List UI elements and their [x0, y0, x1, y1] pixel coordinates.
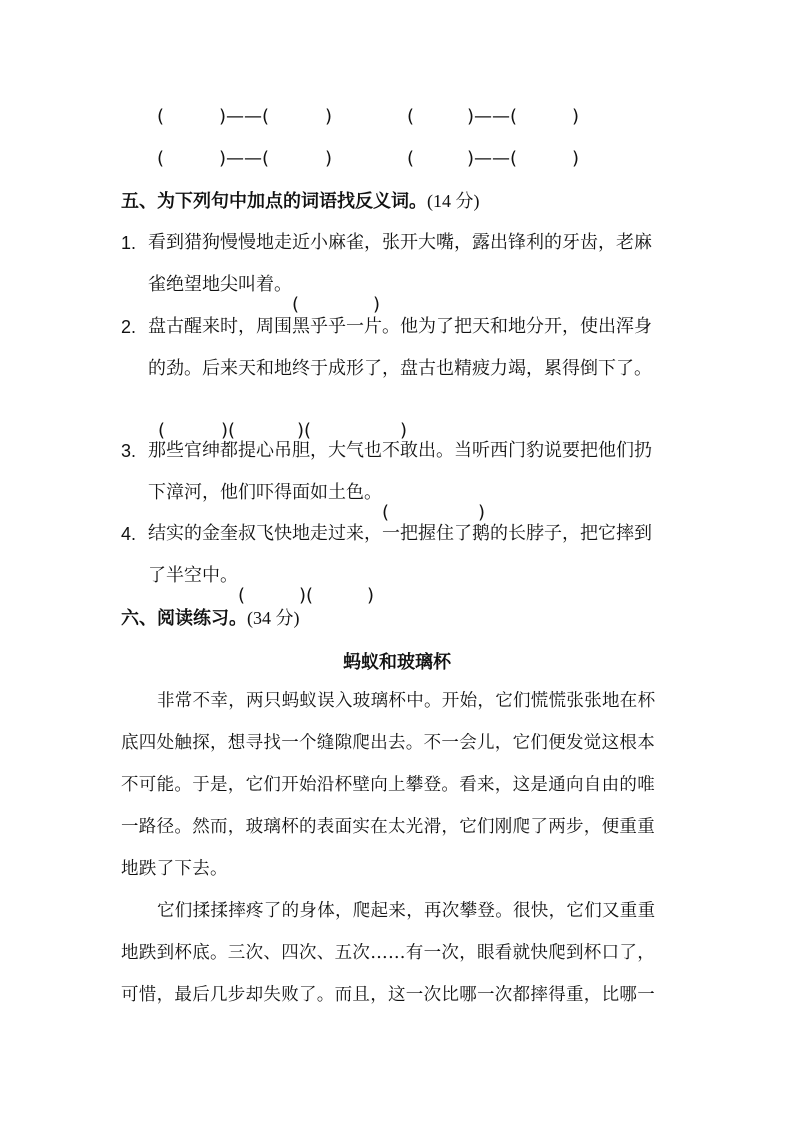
- section-score: (14 分): [427, 191, 480, 211]
- passage-line: 地跌到杯底。三次、四次、五次……有一次，眼看就快爬到杯口了，: [121, 943, 655, 963]
- question-text-line: 下漳河，他们吓得面如土色。 ( ): [148, 482, 485, 523]
- question-number: 2.: [121, 317, 137, 337]
- section-title: [121, 186, 480, 217]
- passage-title: 蚂蚁和玻璃杯: [343, 652, 451, 673]
- passage-line: 非常不幸，两只蚂蚁误入玻璃杯中。开始，它们慌慌张张地在杯: [157, 691, 656, 711]
- question-number: 3.: [121, 441, 137, 461]
- question-text-line: 看到猎狗慢慢地走近小麻雀，张开大嘴，露出锋利的牙齿，老麻: [148, 232, 652, 253]
- answer-blank-row: ( ) ( ) ( ): [158, 420, 407, 441]
- question-text: 了半空中。: [148, 565, 238, 586]
- section-score: (34 分): [247, 608, 300, 628]
- close-paren: ): [572, 148, 580, 169]
- close-paren: ): [325, 148, 333, 169]
- section-title-text: 五、为下列句中加点的词语找反义词。: [121, 191, 427, 212]
- passage-line: 一路径。然而，玻璃杯的表面实在太光滑，它们刚爬了两步，便重重: [121, 817, 655, 837]
- question-text-line: 那些官绅都提心吊胆，大气也不敢出。当听西门豹说要把他们扔: [148, 440, 652, 461]
- dash-connector: )——(: [467, 106, 518, 127]
- question-text-line: 雀绝望地尖叫着。 ( ): [148, 274, 380, 315]
- question-text: 下漳河，他们吓得面如土色。: [148, 482, 382, 503]
- close-paren: ): [572, 106, 580, 127]
- question-text-line: 的劲。后来天和地终于成形了，盘古也精疲力竭，累得倒下了。: [148, 358, 652, 379]
- question-text: 雀绝望地尖叫着。: [148, 274, 292, 295]
- dash-connector: )——(: [219, 148, 270, 169]
- passage-line: 不可能。于是，它们开始沿杯壁向上攀登。看来，这是通向自由的唯: [121, 775, 655, 795]
- question-text-line: 盘古醒来时，周围黑乎乎一片。他为了把天和地分开，使出浑身: [148, 316, 652, 337]
- question-number: 1.: [121, 233, 137, 253]
- question-number: 4.: [121, 524, 137, 544]
- passage-line: 它们揉揉摔疼了的身体，爬起来，再次攀登。很快，它们又重重: [157, 901, 656, 921]
- question-text-line: 结实的金奎叔飞快地走过来，一把握住了鹅的长脖子，把它摔到: [148, 523, 652, 544]
- open-paren: (: [157, 148, 165, 169]
- open-paren: (: [407, 106, 415, 127]
- close-paren: ): [325, 106, 333, 127]
- passage-line: 可惜，最后几步却失败了。而且，这一次比哪一次都摔得重，比哪一: [121, 985, 655, 1005]
- section-title-text: 六、阅读练习。: [121, 608, 247, 629]
- section-title: [121, 603, 300, 634]
- dash-connector: )——(: [467, 148, 518, 169]
- passage-line: 地跌了下去。: [121, 859, 228, 879]
- open-paren: (: [157, 106, 165, 127]
- passage-line: 底四处触探，想寻找一个缝隙爬出去。不一会儿，它们便发觉这根本: [121, 733, 655, 753]
- question-text-line: 了半空中。 ( ) ( ): [148, 565, 374, 606]
- dash-connector: )——(: [219, 106, 270, 127]
- open-paren: (: [407, 148, 415, 169]
